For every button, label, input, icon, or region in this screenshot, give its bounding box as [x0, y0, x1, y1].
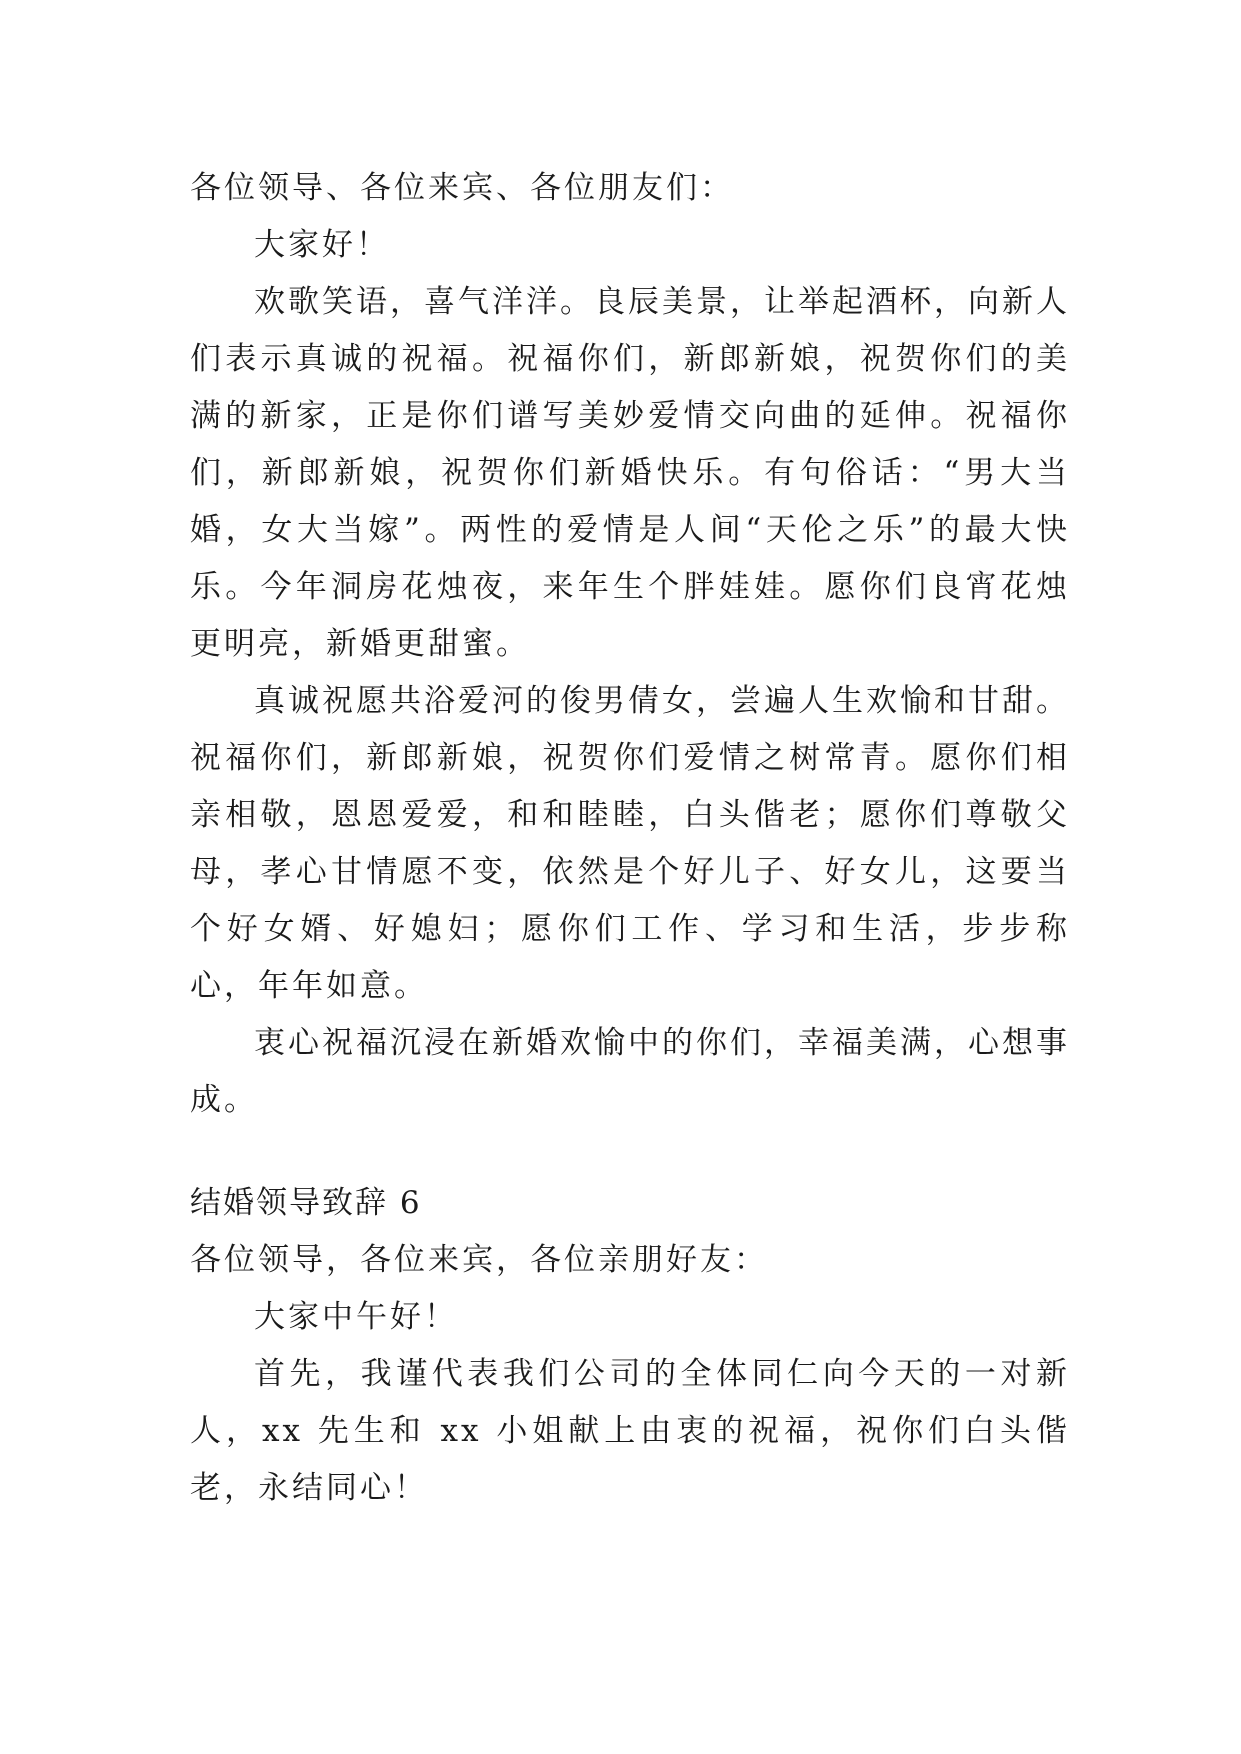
greeting: 大家中午好！ [254, 1299, 458, 1335]
salutation: 各位领导，各位来宾，各位亲朋好友： [190, 1242, 768, 1278]
greeting: 大家好！ [254, 227, 390, 263]
paragraph: 真诚祝愿共浴爱河的俊男倩女，尝遍人生欢愉和甘甜。祝福你们，新郎新娘，祝贺你们爱情之树常青。愿你们相亲相敬，恩恩爱爱，和和睦睦，白头偕老；愿你们尊敬父母，孝心甘情愿不变，依然是个好儿子、好女儿，这要当个好女婿、好媳妇；愿你们工作、学习和生活，步步称心，年年如意。 [190, 683, 1070, 1004]
paragraph: 衷心祝福沉浸在新婚欢愉中的你们，幸福美满，心想事成。 [190, 1025, 1070, 1118]
salutation: 各位领导、各位来宾、各位朋友们： [190, 170, 734, 206]
section-gap [190, 1129, 1070, 1175]
paragraph: 首先，我谨代表我们公司的全体同仁向今天的一对新人，xx 先生和 xx 小姐献上由衷的祝福，祝你们白头偕老，永结同心！ [190, 1356, 1070, 1506]
section-title: 结婚领导致辞 6 [190, 1185, 422, 1221]
document-body [190, 160, 1070, 1517]
paragraph: 欢歌笑语，喜气洋洋。良辰美景，让举起酒杯，向新人们表示真诚的祝福。祝福你们，新郎新娘，祝贺你们的美满的新家，正是你们谱写美妙爱情交向曲的延伸。祝福你们，新郎新娘，祝贺你们新婚快乐。有句俗话：“男大当婚，女大当嫁”。两性的爱情是人间“天伦之乐”的最大快乐。今年洞房花烛夜，来年生个胖娃娃。愿你们良宵花烛更明亮，新婚更甜蜜。 [190, 284, 1070, 662]
